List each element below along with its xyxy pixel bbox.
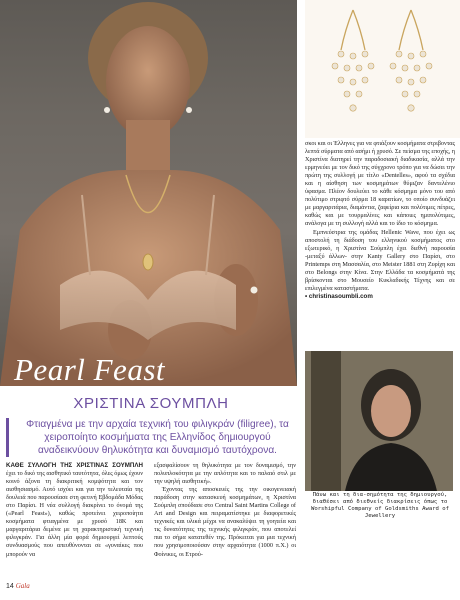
body-paragraph: Εμπνεύστρια της ομάδας Hellenic Wave, που έχει ως αποστολή τη διάδοση του ελληνικού κοσμήματος στο εξωτερικό, η Χριστίνα Σούμπλη έχει διεθνή παρουσία -μεταξύ άλλων- στην Kanty Gallery στο Παρίσι, στο Printemps στη Μασσαλία, στο Meister 1881 στη Ζυρίχη και στο Belongs στην Κίνα. Στην Ελλάδα τα κοσμήματά της βρίσκονται στο Μουσείο Κυκλαδικής Τέχνης και σε επιλεγμένα καταστήματα.: [305, 228, 455, 292]
article-title: Pearl Feast: [14, 352, 165, 386]
author-name: ΧΡΙΣΤΙΝΑ ΣΟΥΜΠΛΗ: [73, 395, 229, 412]
body-paragraph: Έχοντας της αποσκευές της την οικογενειακή παράδοση στην κατασκευή κοσμημάτων, η Χριστίνα Σούμπλη σπούδασε στο Central Saint Martins College of Art and Design και πειραματίστηκε με διαφορετικές τεχνικές και υλικά μέχρι να ανακαλύψει τη γοητεία και τις δυνατότητες της τεχνικής φιλιγκράν, που αποτελεί πια το σήμα κατατεθέν της. Πρόκειται για μια τεχνική που χρησιμοποιούσαν στην αρχαιότητα (1000 π.Χ.) οι Φοίνικες, οι Ετρού-: [154, 486, 296, 558]
lead-in: ΚΑΘΕ ΣΥΛΛΟΓΗ ΤΗΣ ΧΡΙΣΤΙΝΑΣ ΣΟΥΜΠΛΗ: [6, 462, 143, 469]
designer-portrait: [305, 351, 453, 491]
earrings-illustration: [305, 0, 460, 138]
magazine-brand: Gala: [15, 582, 30, 590]
designer-portrait-illustration: [305, 351, 453, 491]
body-column-right: [305, 140, 455, 301]
body-column-left: [6, 462, 143, 559]
page-folio: [6, 582, 30, 590]
body-paragraph: εξασφαλίσουν τη θηλυκότητα με τον δυναμισμό, την πολυπλοκότητα με την απλότητα και το παλαιό στιλ με την υψηλή αισθητική».: [154, 462, 296, 486]
lead-paragraph: Φτιαγμένα με την αρχαία τεχνική του φιλιγκράν (filigree), τα χειροποίητο κοσμήματα της Ελληνίδος δημιουργού αναδεικνύουν θηλυκότητα και δυναμισμό ταυτόχρονα.: [6, 418, 296, 457]
earrings-photo: [305, 0, 460, 138]
page-number: 14: [6, 583, 14, 590]
body-column-middle: [154, 462, 296, 559]
portrait-caption: Πάνω και τη δια-σημότητα της δημιουργού, διαθέσει από διεθνείς διακρίσεις όπως το Worshipful Company of Goldsmiths Award of Jewellery: [310, 492, 450, 519]
hero-model-illustration: [0, 0, 297, 386]
website-link[interactable]: • christinasoumbli.com: [305, 292, 373, 300]
hero-photo: [0, 0, 297, 386]
body-paragraph: σκοι και οι Έλληνες για να φτιάξουν κοσμήματα στριβοντας λεπτά σύρματα από ασήμι ή χρυσό. Σε πείσμα της εποχής, η Χριστίνα διατηρεί την παραδοσιακή διαδικασία, αλλά την ερμηνεύει με τον δικό της σύγχρονο τρόπο για να δώσει την πρώτη της συλλογή με τίτλο «Dentelles», αφού τα σχέδια και η αίσθηση των κοσμημάτων θύμιζαν δαντελένιο ύφασμα. Πλέον δουλεύει το κάθε κόσμημα μόνο του από πολύτιμο στριφτό σύρμα 18 καρατίων, το οποίο συνδυάζει με μαργαριτάρια, διαμάντια, ζαφείρια και πολύτιμες πέτρες, καθώς και με τουρμαλίνες και κάποιες ημιπολύτιμες, ανάλογα με τη συλλογή αλλά και το ίδιο το κόσμημα.: [305, 140, 455, 228]
body-paragraph: έχει το δικό της αισθητικό ταυτότητα, όλες όμως έχουν κοινό άξονα τη διακριτική κομψότητα και τον αισθησιασμό. Αυτό ισχύει και για την τελευταία της δουλειά που παρουσίασε στη φετινή Εβδομάδα Μόδας στο Παρίσι. Η νέα συλλογή διακρίνει το όνομά της («Pearl Feast»), καθώς προτείνει χειροποίητα κοσμήματα φτιαγμένα με χρυσό 18Κ και μαργαριτάρια δεμένα με τη χαρακτηριστική τεχνική φιλιγκράν. Για άλλη μία φορά δημιουργεί λεπτούς συνδυασμούς που απευθύνονται σε «γυναίκες που μπορούν να: [6, 470, 143, 558]
